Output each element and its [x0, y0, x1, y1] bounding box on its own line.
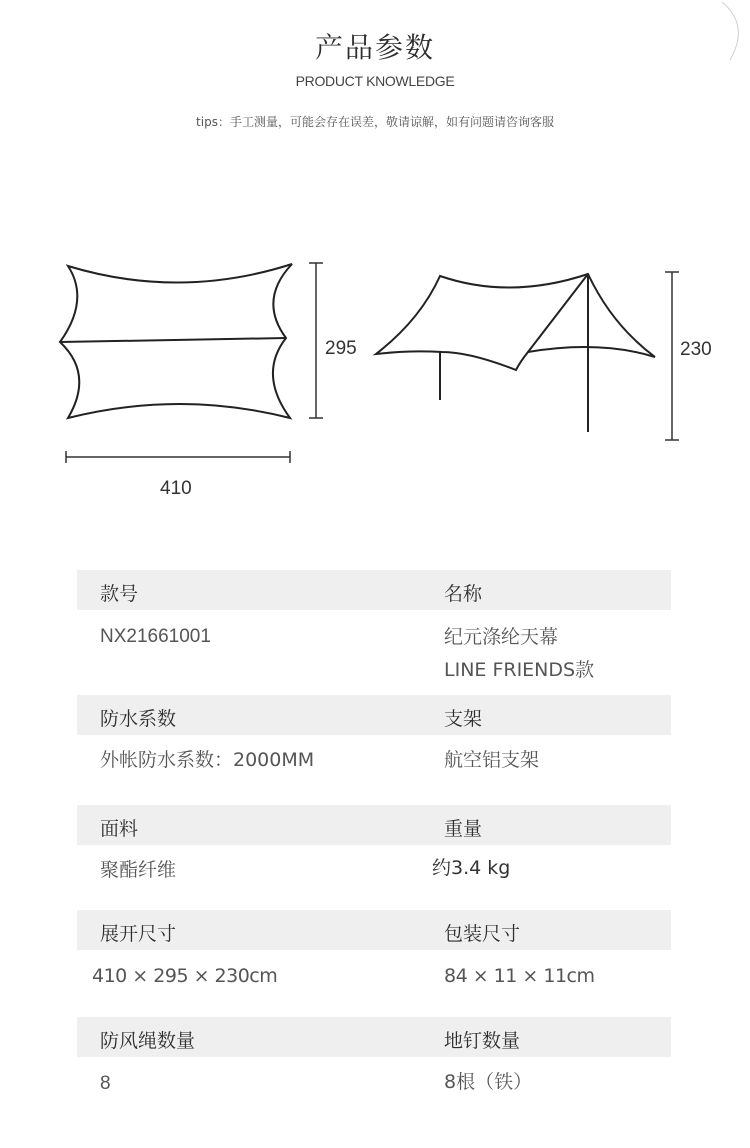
waterproof-label: 防水系数: [100, 708, 177, 730]
spec-header-row-3: [77, 805, 671, 845]
name-value-line1: 纪元涤纶天幕: [444, 626, 559, 648]
name-value-line2: LINE FRIENDS款: [444, 659, 595, 681]
top-view-width-label: 410: [160, 478, 192, 499]
tarp-dimension-diagram: [0, 0, 750, 520]
side-view-height-label: 230: [680, 339, 712, 360]
unfolded-size-value: 410 × 295 × 230cm: [92, 965, 278, 987]
page-title: 产品参数: [314, 31, 435, 64]
top-view-height-dimension: [309, 263, 323, 418]
weight-value: 约3.4 kg: [432, 857, 511, 879]
stake-label: 地钉数量: [444, 1030, 521, 1052]
waterproof-value: 外帐防水系数：2000MM: [100, 749, 315, 771]
fabric-label: 面料: [100, 818, 139, 840]
package-size-label: 包装尺寸: [444, 923, 521, 945]
stake-value: 8根（铁）: [444, 1071, 533, 1093]
side-view-tarp-shape: [376, 274, 655, 432]
side-view-height-dimension: [665, 272, 679, 440]
unfolded-size-label: 展开尺寸: [100, 923, 177, 945]
name-label: 名称: [444, 583, 483, 605]
tips-note: tips：手工测量，可能会存在误差，敬请谅解，如有问题请咨询客服: [196, 115, 554, 129]
page-subtitle: PRODUCT KNOWLEDGE: [295, 73, 455, 89]
spec-header-row-1: [77, 570, 671, 610]
guy-rope-label: 防风绳数量: [100, 1030, 196, 1052]
frame-label: 支架: [444, 708, 483, 730]
model-label: 款号: [100, 583, 139, 605]
top-view-width-dimension: [66, 451, 290, 463]
model-value: NX21661001: [100, 626, 211, 647]
top-view-height-label: 295: [325, 338, 357, 359]
package-size-value: 84 × 11 × 11cm: [444, 965, 595, 987]
weight-label: 重量: [444, 818, 483, 840]
fabric-value: 聚酯纤维: [100, 859, 177, 881]
frame-value: 航空铝支架: [444, 749, 540, 771]
top-view-tarp-shape: [60, 264, 292, 418]
guy-rope-value: 8: [100, 1073, 111, 1094]
